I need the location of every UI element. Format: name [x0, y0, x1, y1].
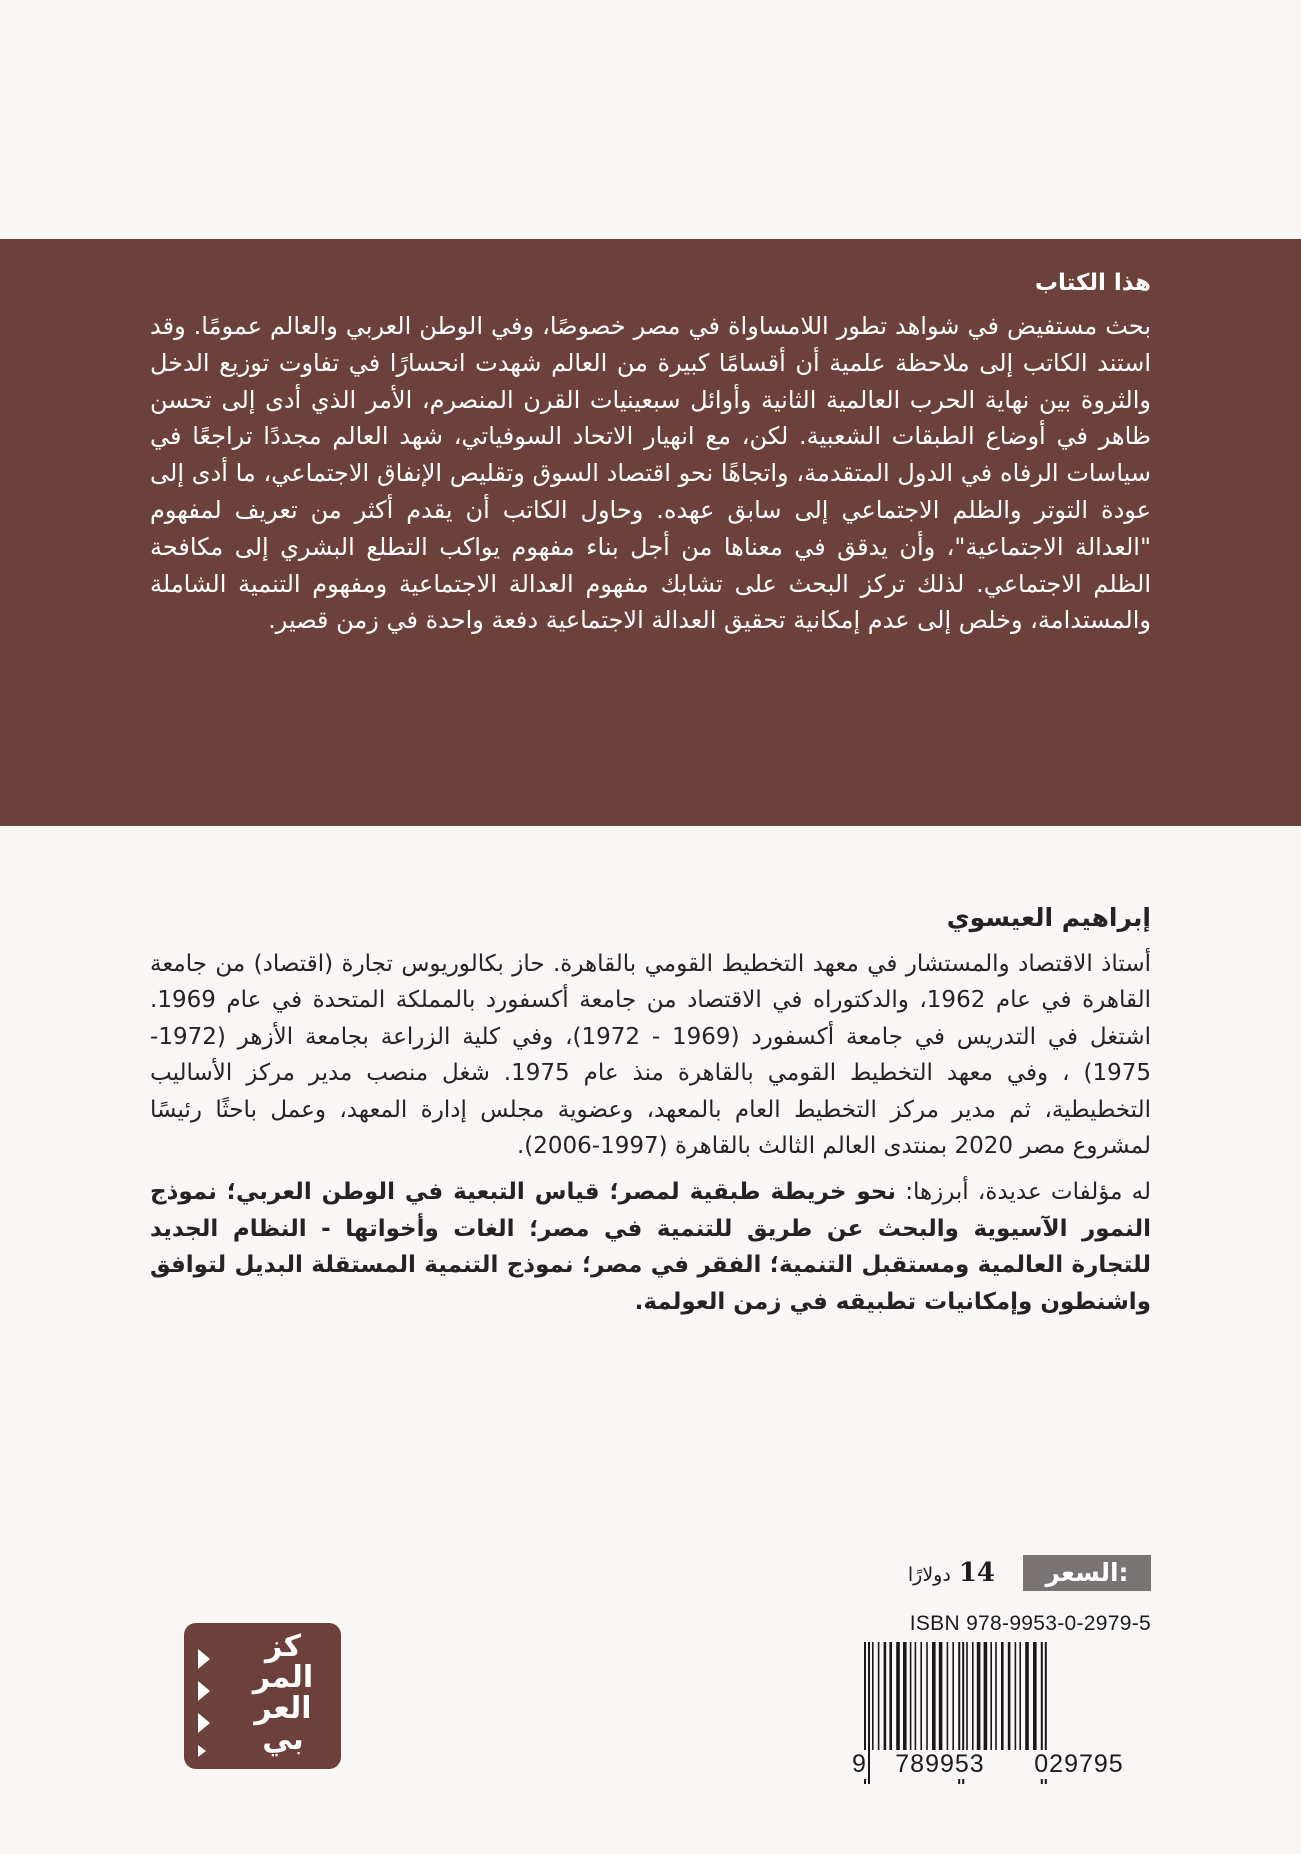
author-works: [150, 1174, 1151, 1320]
logo-line-4: بي: [262, 1722, 304, 1757]
barcode-bar: [910, 1642, 912, 1750]
about-heading: هذا الكتاب: [1034, 270, 1151, 296]
barcode-bar: [872, 1642, 874, 1750]
barcode-bar: [889, 1642, 892, 1750]
logo-line-1: كز: [264, 1629, 302, 1664]
logo-line-3: العر: [254, 1691, 312, 1726]
barcode-right-group: 029795: [1015, 1750, 1143, 1779]
barcode-bar: [932, 1642, 936, 1750]
barcode-bar: [884, 1642, 887, 1750]
barcode-left-group: 789953: [876, 1750, 1004, 1779]
works-intro: له مؤلفات عديدة، أبرزها:: [895, 1179, 1152, 1206]
barcode-bar: [990, 1642, 992, 1750]
price-label: السعر:: [1023, 1555, 1151, 1591]
barcode-bar: [1015, 1642, 1017, 1750]
publisher-logo: [184, 1623, 341, 1769]
about-section: [150, 266, 1151, 639]
isbn-text: ISBN 978-9953-0-2979-5: [909, 1612, 1151, 1635]
barcode-bar: [995, 1642, 997, 1750]
barcode-bar: [947, 1642, 949, 1750]
author-section: [150, 900, 1151, 1320]
barcode-bar: [1001, 1642, 1004, 1750]
barcode-bar: [926, 1642, 928, 1750]
logo-line-2: المر: [252, 1660, 314, 1695]
barcode-bar: [939, 1642, 943, 1750]
barcode-bar: [972, 1642, 974, 1750]
barcode-bar: [1025, 1642, 1029, 1750]
barcode-bar: [966, 1642, 968, 1750]
barcode-bar: [878, 1642, 880, 1750]
barcode-bar: [984, 1642, 988, 1750]
barcode-bar: [920, 1642, 922, 1750]
author-bio: أستاذ الاقتصاد والمستشار في معهد التخطيط القومي بالقاهرة. حاز بكالوريوس تجارة (اقتصاد) من جامعة القاهرة في عام 1962، والدكتوراه في الاقتصاد من جامعة أكسفورد بالمملكة المتحدة في عام 1969. اشتغل في التدريس في جامعة أكسفورد (1969 - 1972)، وفي كلية الزراعة بجامعة الأزهر (1972-1975) ، وفي معهد التخطيط القومي بالقاهرة منذ عام 1975. شغل منصب مدير مركز الأساليب التخطيطية، ثم مدير مركز التخطيط العام بالمعهد، وعضوية مجلس إدارة المعهد، وعمل باحثًا رئيسًا لمشروع مصر 2020 بمنتدى العالم الثالث بالقاهرة (1997-2006).: [150, 951, 1152, 1160]
works-titles: نحو خريطة طبقية لمصر؛ قياس التبعية في الوطن العربي؛ نموذج النمور الآسيوية والبحث عن طريق للتنمية في مصر؛ الغات وأخواتها - النظام الجديد للتجارة العالمية ومستقبل التنمية؛ الفقر في مصر؛ نموذج التنمية المستقلة البديل لتوافق واشنطون وإمكانيات تطبيقه في زمن العولمة.: [150, 1179, 1151, 1315]
price-value: [908, 1558, 995, 1588]
barcode-bar: [1033, 1642, 1037, 1750]
barcode-bar: [1019, 1642, 1021, 1750]
publisher-logo-text: [237, 1631, 329, 1755]
barcode-first-digit: 9: [852, 1750, 866, 1778]
price-row: [908, 1554, 1151, 1592]
barcode-bar: [952, 1642, 954, 1750]
price-amount: 14: [958, 1558, 995, 1588]
barcode-bar: [903, 1642, 907, 1750]
price-currency: دولارًا: [907, 1564, 951, 1586]
barcode-bar: [915, 1642, 917, 1750]
barcode-bar: [1008, 1642, 1011, 1750]
barcode-bar: [977, 1642, 981, 1750]
barcode-numbers: [850, 1750, 1151, 1784]
barcode-bar: [896, 1642, 900, 1750]
about-body: بحث مستفيض في شواهد تطور اللامساواة في مصر خصوصًا، وفي الوطن العربي والعالم عمومًا. وقد استند الكاتب إلى ملاحظة علمية أن أقسامًا كبيرة من العالم شهدت انحسارًا في تفاوت توزيع الدخل والثروة بين نهاية الحرب العالمية الثانية وأوائل سبعينيات القرن المنصرم، الأمر الذي أدى إلى تحسن ظاهر في أوضاع الطبقات الشعبية. لكن، مع انهيار الاتحاد السوفياتي، شهد العالم مجددًا تراجعًا في سياسات الرفاه في الدول المتقدمة، واتجاهًا نحو اقتصاد السوق وتقليص الإنفاق الاجتماعي، ما أدى إلى عودة التوتر والظلم الاجتماعي إلى سابق عهده. وحاول الكاتب أن يقدم أكثر من تعريف لمفهوم "العدالة الاجتماعية"، وأن يدقق في معناها من أجل بناء مفهوم يواكب التطلع البشري إلى مكافحة الظلم الاجتماعي. لذلك تركز البحث على تشابك مفهوم العدالة الاجتماعية ومفهوم التنمية الشاملة والمستدامة، وخلص إلى عدم إمكانية تحقيق العدالة الاجتماعية دفعة واحدة في زمن قصير.: [150, 312, 1151, 635]
author-name: إبراهيم العيسوي: [946, 903, 1151, 932]
